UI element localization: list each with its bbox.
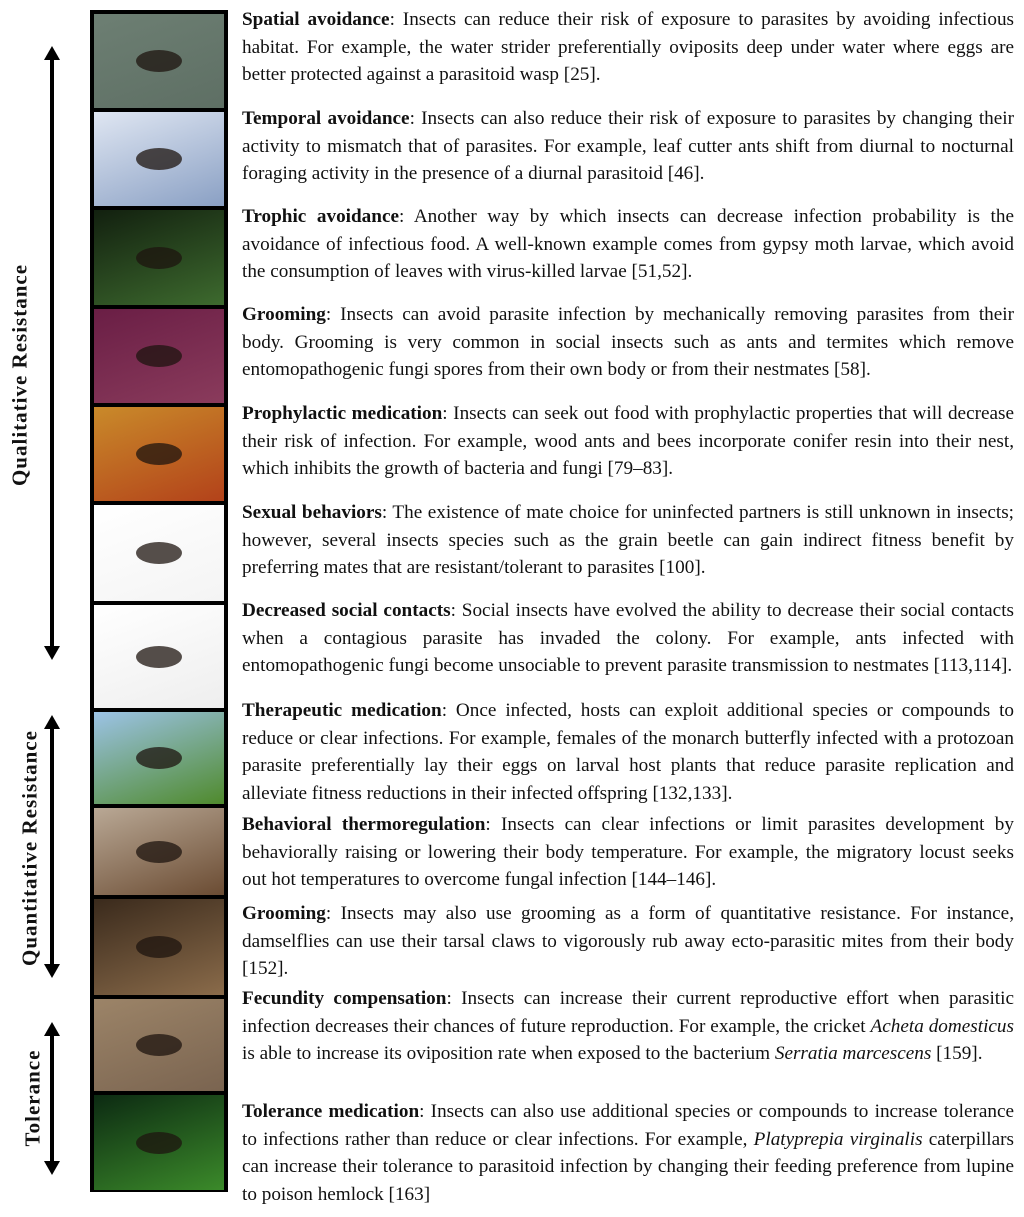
strategy-text: : Insects can increase their current reproductive effort when parasitic infection decreases their chances of future reproduction. For example, the cricket	[242, 988, 1014, 1037]
insect-icon	[136, 936, 182, 958]
qualitative-resistance-label: Qualitative Resistance	[7, 263, 32, 487]
strategy-description	[242, 900, 1014, 983]
qualitative-resistance-arrow	[44, 46, 60, 660]
locust-photo	[94, 808, 224, 895]
monarch-butterfly-photo	[94, 712, 224, 804]
insect-icon	[136, 841, 182, 863]
insect-icon	[136, 1132, 182, 1154]
strategy-description	[242, 105, 1014, 188]
strategy-text: [159].	[931, 1043, 983, 1064]
strategy-title: Grooming	[242, 903, 326, 924]
strategy-title: Fecundity compensation	[242, 988, 447, 1009]
arrow-down-icon	[44, 964, 60, 978]
insect-icon	[136, 50, 182, 72]
strategy-description	[242, 985, 1014, 1068]
species-name: Acheta domesticus	[870, 1015, 1014, 1037]
strategy-text: : Insects can also reduce their risk of exposure to parasites by changing their activity to mismatch that of parasites. For example, leaf cutter ants shift from diurnal to nocturnal foraging activity in the presence of a diurnal parasitoid [46].	[242, 108, 1014, 184]
insect-icon	[136, 747, 182, 769]
strategy-description	[242, 499, 1014, 582]
strategy-title: Behavioral thermoregulation	[242, 814, 486, 835]
damselfly-photo	[94, 899, 224, 995]
strategy-title: Prophylactic medication	[242, 403, 443, 424]
arrow-down-icon	[44, 646, 60, 660]
strategy-description	[242, 203, 1014, 286]
insect-icon	[136, 1034, 182, 1056]
tolerance-arrow	[44, 1022, 60, 1175]
strategy-description	[242, 697, 1014, 807]
ants-photo	[94, 605, 224, 708]
strategy-text: : Insects can avoid parasite infection by mechanically removing parasites from their body. Grooming is very common in social insects such as ants and termites which remove entomopathogenic fungi spores from their own body or from their nestmates [58].	[242, 304, 1014, 380]
strategy-title: Tolerance medication	[242, 1101, 420, 1122]
strategy-text: : Social insects have evolved the ability to decrease their social contacts when a contagious parasite has invaded the colony. For example, ants infected with entomopathogenic fungi become unsociable to prevent parasite transmission to nestmates [113,114].	[242, 600, 1015, 676]
strategy-description	[242, 811, 1014, 894]
strategy-text: : Insects may also use grooming as a form of quantitative resistance. For instance, damselflies can use their tarsal claws to vigorously rub away ecto-parasitic mites from their body [152].	[242, 903, 1014, 979]
strategy-title: Therapeutic medication	[242, 700, 442, 721]
strategy-text: : Once infected, hosts can exploit additional species or compounds to reduce or clear infections. For example, females of the monarch butterfly infected with a protozoan parasite preferentially lay their eggs on larval host plants that reduce parasite replication and alleviate fitness reductions in their infected offspring [132,133].	[242, 700, 1014, 804]
insect-icon	[136, 345, 182, 367]
insect-icon	[136, 148, 182, 170]
gypsy-moth-larva-photo	[94, 210, 224, 305]
grain-beetle-photo	[94, 505, 224, 601]
insect-icon	[136, 646, 182, 668]
strategy-title: Sexual behaviors	[242, 502, 382, 523]
leafcutter-ant-photo	[94, 112, 224, 206]
species-name: Platyprepia virginalis	[753, 1128, 923, 1150]
strategy-description	[242, 400, 1014, 483]
strategy-text: is able to increase its oviposition rate when exposed to the bacterium	[242, 1043, 775, 1064]
strategy-text: : The existence of mate choice for uninfected partners is still unknown in insects; however, several insects species such as the grain beetle can gain indirect fitness benefit by preferring mates that are resistant/tolerant to parasites [100].	[242, 502, 1014, 578]
honeybee-photo	[94, 407, 224, 501]
strategy-description	[242, 6, 1014, 89]
strategy-title: Decreased social contacts	[242, 600, 451, 621]
strategy-description	[242, 301, 1014, 384]
species-name: Serratia marcescens	[774, 1043, 932, 1064]
strategy-text: : Insects can clear infections or limit parasites development by behaviorally raising or lowering their body temperature. For example, the migratory locust seeks out hot temperatures to overcome fungal infection [144–146].	[242, 814, 1014, 890]
insect-icon	[136, 542, 182, 564]
quantitative-resistance-label: Quantitative Resistance	[17, 730, 42, 966]
strategy-description	[242, 1098, 1014, 1208]
strategy-title: Spatial avoidance	[242, 9, 390, 30]
strategy-title: Trophic avoidance	[242, 206, 399, 227]
insect-icon	[136, 443, 182, 465]
strategy-text: : Insects can also use additional species or compounds to increase tolerance to infections rather than reduce or clear infections. For example,	[242, 1101, 1014, 1150]
water-strider-photo	[94, 14, 224, 108]
strategy-text: caterpillars can increase their tolerance to parasitoid infection by changing their feeding preference from lupine to poison hemlock [163]	[242, 1128, 1014, 1205]
photo-strip	[90, 10, 228, 1192]
strategy-text: : Insects can reduce their risk of exposure to parasites by avoiding infectious habitat. For example, the water strider preferentially oviposits deep under water where eggs are better protected against a parasitoid wasp [25].	[242, 9, 1015, 85]
strategy-title: Temporal avoidance	[242, 108, 410, 129]
strategy-title: Grooming	[242, 304, 326, 325]
arrow-down-icon	[44, 1161, 60, 1175]
tolerance-label: Tolerance	[20, 1049, 45, 1147]
strategy-description	[242, 597, 1014, 680]
strategy-text: : Insects can seek out food with prophylactic properties that will decrease their risk of infection. For example, wood ants and bees incorporate conifer resin into their nest, which inhibits the growth of bacteria and fungi [79–83].	[242, 403, 1014, 479]
insect-icon	[136, 247, 182, 269]
quantitative-resistance-arrow	[44, 715, 60, 978]
strategy-text: : Another way by which insects can decrease infection probability is the avoidance of infectious food. A well-known example comes from gypsy moth larvae, which avoid the consumption of leaves with virus-killed larvae [51,52].	[242, 206, 1014, 282]
woolly-caterpillar-photo	[94, 1095, 224, 1190]
cricket-photo	[94, 999, 224, 1091]
termites-photo	[94, 309, 224, 403]
